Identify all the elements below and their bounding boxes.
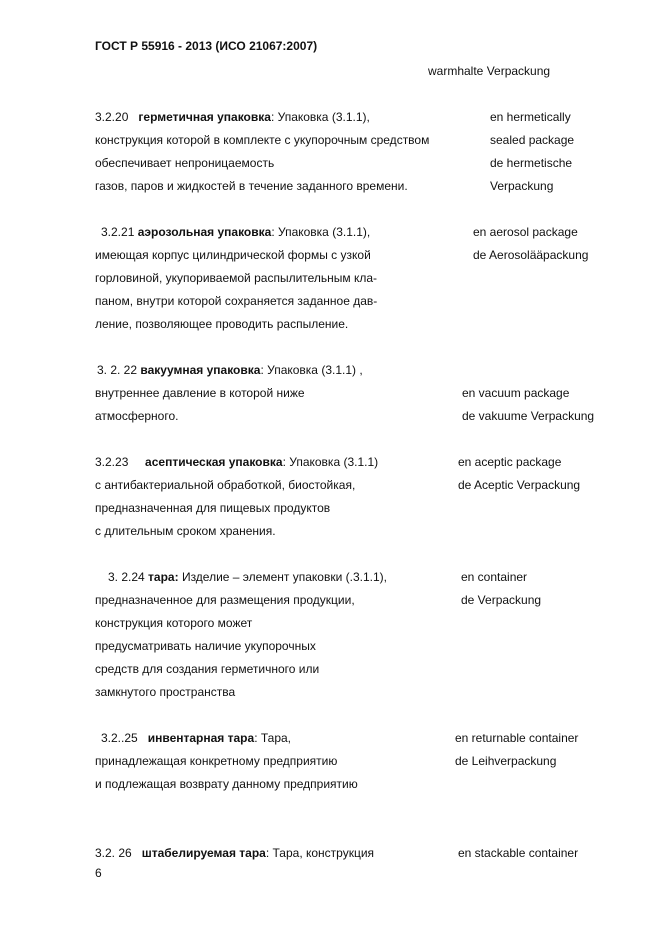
entry-definition: с антибактериальной обработкой, биостойкая, xyxy=(95,478,356,492)
entry-translation: de Aerosolääpackung xyxy=(473,248,589,262)
entry-definition: Изделие – элемент упаковки (.3.1.1), xyxy=(178,570,387,584)
entry-definition: обеспечивает непроницаемость xyxy=(95,156,275,170)
entry-term: герметичная упаковка xyxy=(138,110,271,124)
entry-number: 3. 2.24 xyxy=(108,570,145,584)
entry-number: 3.2.20 xyxy=(95,110,129,124)
entry-number: 3. 2. 22 xyxy=(97,363,138,377)
entry-translation: de Leihverpackung xyxy=(455,754,557,768)
entry-number: 3.2. 26 xyxy=(95,846,132,860)
entry-number: 3.2.23 xyxy=(95,455,129,469)
entry-definition: внутреннее давление в которой ниже xyxy=(95,386,305,400)
entry-definition: предназначенное для размещения продукции, xyxy=(95,593,355,607)
entry-line xyxy=(97,363,363,377)
entry-translation: en aerosol package xyxy=(473,225,578,239)
entry-translation: en container xyxy=(461,570,528,584)
entry-definition: и подлежащая возврату данному предприятию xyxy=(95,777,358,791)
entry-number: 3.2.21 xyxy=(101,225,135,239)
entry-term: асептическая упаковка xyxy=(145,455,283,469)
entry-definition: ление, позволяющее проводить распыление. xyxy=(95,317,349,331)
entry-definition: имеющая корпус цилиндрической формы с узкой xyxy=(95,248,371,262)
entry-line xyxy=(95,455,378,469)
page-number: 6 xyxy=(95,866,102,880)
entry-term: аэрозольная упаковка xyxy=(137,225,272,239)
entry-translation: Verpackung xyxy=(490,179,554,193)
entry-definition: средств для создания герметичного или xyxy=(95,662,320,676)
entry-translation: en aceptic package xyxy=(458,455,562,469)
entry-definition: газов, паров и жидкостей в течение заданного времени. xyxy=(95,179,408,193)
entry-definition: конструкция которой в комплекте с укупорочным средством xyxy=(95,133,430,147)
entry-definition: принадлежащая конкретному предприятию xyxy=(95,754,338,768)
entry-term: вакуумная упаковка xyxy=(140,363,261,377)
entry-translation: en stackable container xyxy=(458,846,579,860)
entry-definition: замкнутого пространства xyxy=(95,685,236,699)
entry-translation: de vakuume Verpackung xyxy=(462,409,595,423)
entry-definition: : Упаковка (3.1.1), xyxy=(271,225,371,239)
entry-definition: атмосферного. xyxy=(95,409,179,423)
entry-definition: : Тара, xyxy=(254,731,292,745)
entry-translation: sealed package xyxy=(490,133,575,147)
entry-definition: горловиной, укупориваемой распылительным кла- xyxy=(95,271,378,285)
entry-term: штабелируемая тара xyxy=(141,846,266,860)
top-continuation: warmhalte Verpackung xyxy=(428,64,551,78)
entry-translation: en returnable container xyxy=(455,731,579,745)
entry-translation: en vacuum package xyxy=(462,386,570,400)
entry-definition: : Упаковка (3.1.1) , xyxy=(260,363,363,377)
entry-definition: конструкция которого может xyxy=(95,616,253,630)
entry-line xyxy=(95,846,374,860)
entry-term: инвентарная тара xyxy=(147,731,255,745)
entry-term: тара: xyxy=(148,570,179,584)
entry-definition: : Упаковка (3.1.1) xyxy=(282,455,379,469)
entry-line xyxy=(95,110,370,124)
entry-translation: de Verpackung xyxy=(461,593,542,607)
entry-line xyxy=(108,570,387,584)
entry-definition: предназначенная для пищевых продуктов xyxy=(95,501,331,515)
entry-definition: с длительным сроком хранения. xyxy=(95,524,276,538)
entry-definition: : Упаковка (3.1.1), xyxy=(270,110,370,124)
entry-definition: паном, внутри которой сохраняется заданное дав- xyxy=(95,294,378,308)
entry-translation: de Aceptic Verpackung xyxy=(458,478,581,492)
entry-definition: предусматривать наличие укупорочных xyxy=(95,639,316,653)
entry-line xyxy=(101,731,291,745)
document-header: ГОСТ Р 55916 - 2013 (ИСО 21067:2007) xyxy=(95,39,318,53)
entry-translation: en hermetically xyxy=(490,110,571,124)
entry-translation: de hermetische xyxy=(490,156,573,170)
entry-number: 3.2..25 xyxy=(101,731,138,745)
entry-definition: : Тара, конструкция xyxy=(265,846,375,860)
entry-line xyxy=(101,225,370,239)
